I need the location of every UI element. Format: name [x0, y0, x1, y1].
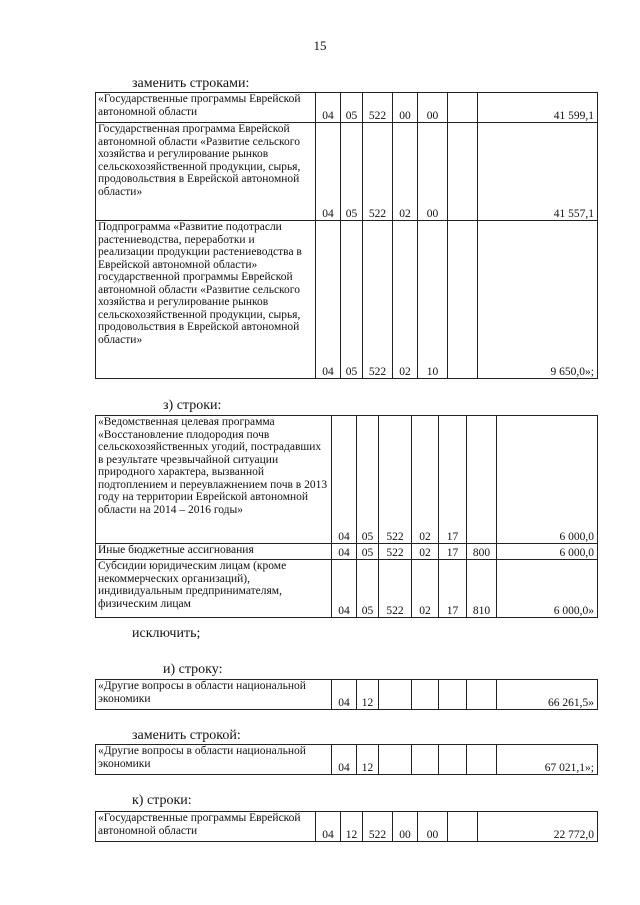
row-name: «Другие вопросы в области национальной экономики: [96, 680, 332, 710]
row-expense-type: [448, 93, 478, 123]
row-expense-type: 800: [467, 544, 497, 560]
row-article-code-1: 522: [363, 221, 393, 379]
table-row: [96, 221, 598, 379]
row-section-code: 04: [332, 416, 357, 544]
row-article-code-3: [439, 745, 467, 775]
row-name: «Государственные программы Еврейской автономной области: [96, 812, 316, 842]
budget-table-2: [95, 415, 598, 618]
row-amount: 41 599,1: [478, 93, 598, 123]
row-subsection-code: 05: [341, 123, 363, 221]
row-name: «Государственные программы Еврейской автономной области: [96, 93, 316, 123]
row-article-code-3: 17: [439, 544, 467, 560]
table-row: [96, 680, 598, 710]
section-label-replace-rows: заменить строками:: [132, 76, 250, 91]
row-article-code-2: 00: [393, 93, 418, 123]
row-amount: 9 650,0»;: [478, 221, 598, 379]
row-article-code-1: 522: [363, 812, 393, 842]
row-article-code-2: 02: [412, 416, 439, 544]
row-amount: 66 261,5»: [497, 680, 598, 710]
row-name: «Другие вопросы в области национальной экономики: [96, 745, 332, 775]
row-section-code: 04: [332, 680, 357, 710]
row-amount: 6 000,0: [497, 416, 598, 544]
row-subsection-code: 12: [341, 812, 363, 842]
row-expense-type: [448, 812, 478, 842]
row-amount: 67 021,1»;: [497, 745, 598, 775]
row-name: Иные бюджетные ассигнования: [96, 544, 332, 560]
budget-table-3: [95, 679, 598, 710]
table-row: [96, 560, 598, 618]
table-row: [96, 123, 598, 221]
row-section-code: 04: [332, 544, 357, 560]
row-article-code-3: 17: [439, 416, 467, 544]
row-subsection-code: 05: [357, 416, 379, 544]
row-expense-type: [448, 123, 478, 221]
row-expense-type: [467, 745, 497, 775]
row-article-code-1: 522: [379, 544, 412, 560]
row-name: «Ведомственная целевая программа «Восстановление плодородия почв сельскохозяйственных угодий, пострадавших в результате чрезвычайной ситуации природного характера, вызванной подтоплением и переувлажнением почв в 2013 году на территории Еврейской автономной области на 2014 – 2016 годы»: [96, 416, 332, 544]
budget-table-4: [95, 744, 598, 775]
row-section-code: 04: [332, 745, 357, 775]
row-expense-type: [467, 416, 497, 544]
row-article-code-1: [379, 745, 412, 775]
row-article-code-3: 00: [418, 123, 448, 221]
row-subsection-code: 05: [341, 221, 363, 379]
row-article-code-2: 02: [412, 560, 439, 618]
section-label-replace-row: заменить строкой:: [132, 728, 241, 743]
row-name: Подпрограмма «Развитие подотрасли растениеводства, переработки и реализации продукции растениеводства в Еврейской автономной области» государственной программы Еврейской автономной области «Развитие сельского хозяйства и регулирование рынков сельскохозяйственной продукции, сырья, продовольствия в Еврейской автономной области»: [96, 221, 316, 379]
row-amount: 6 000,0: [497, 544, 598, 560]
row-section-code: 04: [316, 812, 341, 842]
row-section-code: 04: [316, 221, 341, 379]
row-subsection-code: 05: [357, 544, 379, 560]
table-row: [96, 93, 598, 123]
row-article-code-2: [412, 745, 439, 775]
section-label-exclude: исключить;: [132, 626, 201, 641]
row-article-code-2: 02: [393, 123, 418, 221]
row-subsection-code: 12: [357, 745, 379, 775]
section-label-i-row: и) строку:: [163, 662, 223, 677]
row-section-code: 04: [316, 123, 341, 221]
row-article-code-1: [379, 680, 412, 710]
section-label-z-rows: з) строки:: [163, 398, 222, 413]
row-expense-type: [448, 221, 478, 379]
row-amount: 41 557,1: [478, 123, 598, 221]
row-article-code-1: 522: [379, 560, 412, 618]
row-amount: 6 000,0»: [497, 560, 598, 618]
row-section-code: 04: [332, 560, 357, 618]
row-article-code-2: 00: [393, 812, 418, 842]
row-name: Государственная программа Еврейской автономной области «Развитие сельского хозяйства и регулирование рынков сельскохозяйственной продукции, сырья, продовольствия в Еврейской автономной области»: [96, 123, 316, 221]
row-subsection-code: 05: [357, 560, 379, 618]
row-article-code-1: 522: [363, 123, 393, 221]
row-article-code-3: [439, 680, 467, 710]
row-section-code: 04: [316, 93, 341, 123]
row-article-code-1: 522: [379, 416, 412, 544]
table-row: [96, 544, 598, 560]
row-subsection-code: 12: [357, 680, 379, 710]
row-expense-type: [467, 680, 497, 710]
table-row: [96, 745, 598, 775]
row-article-code-2: 02: [412, 544, 439, 560]
row-subsection-code: 05: [341, 93, 363, 123]
row-article-code-3: 17: [439, 560, 467, 618]
row-article-code-3: 00: [418, 812, 448, 842]
budget-table-1: [95, 92, 598, 379]
row-expense-type: 810: [467, 560, 497, 618]
row-article-code-3: 00: [418, 93, 448, 123]
row-article-code-2: [412, 680, 439, 710]
section-label-k-rows: к) строки:: [132, 793, 192, 808]
row-article-code-3: 10: [418, 221, 448, 379]
budget-table-5: [95, 811, 598, 842]
page-number: 15: [313, 38, 327, 53]
row-article-code-2: 02: [393, 221, 418, 379]
table-row: [96, 416, 598, 544]
row-amount: 22 772,0: [478, 812, 598, 842]
row-article-code-1: 522: [363, 93, 393, 123]
table-row: [96, 812, 598, 842]
row-name: Субсидии юридическим лицам (кроме некоммерческих организаций), индивидуальным предпринимателям, физическим лицам: [96, 560, 332, 618]
